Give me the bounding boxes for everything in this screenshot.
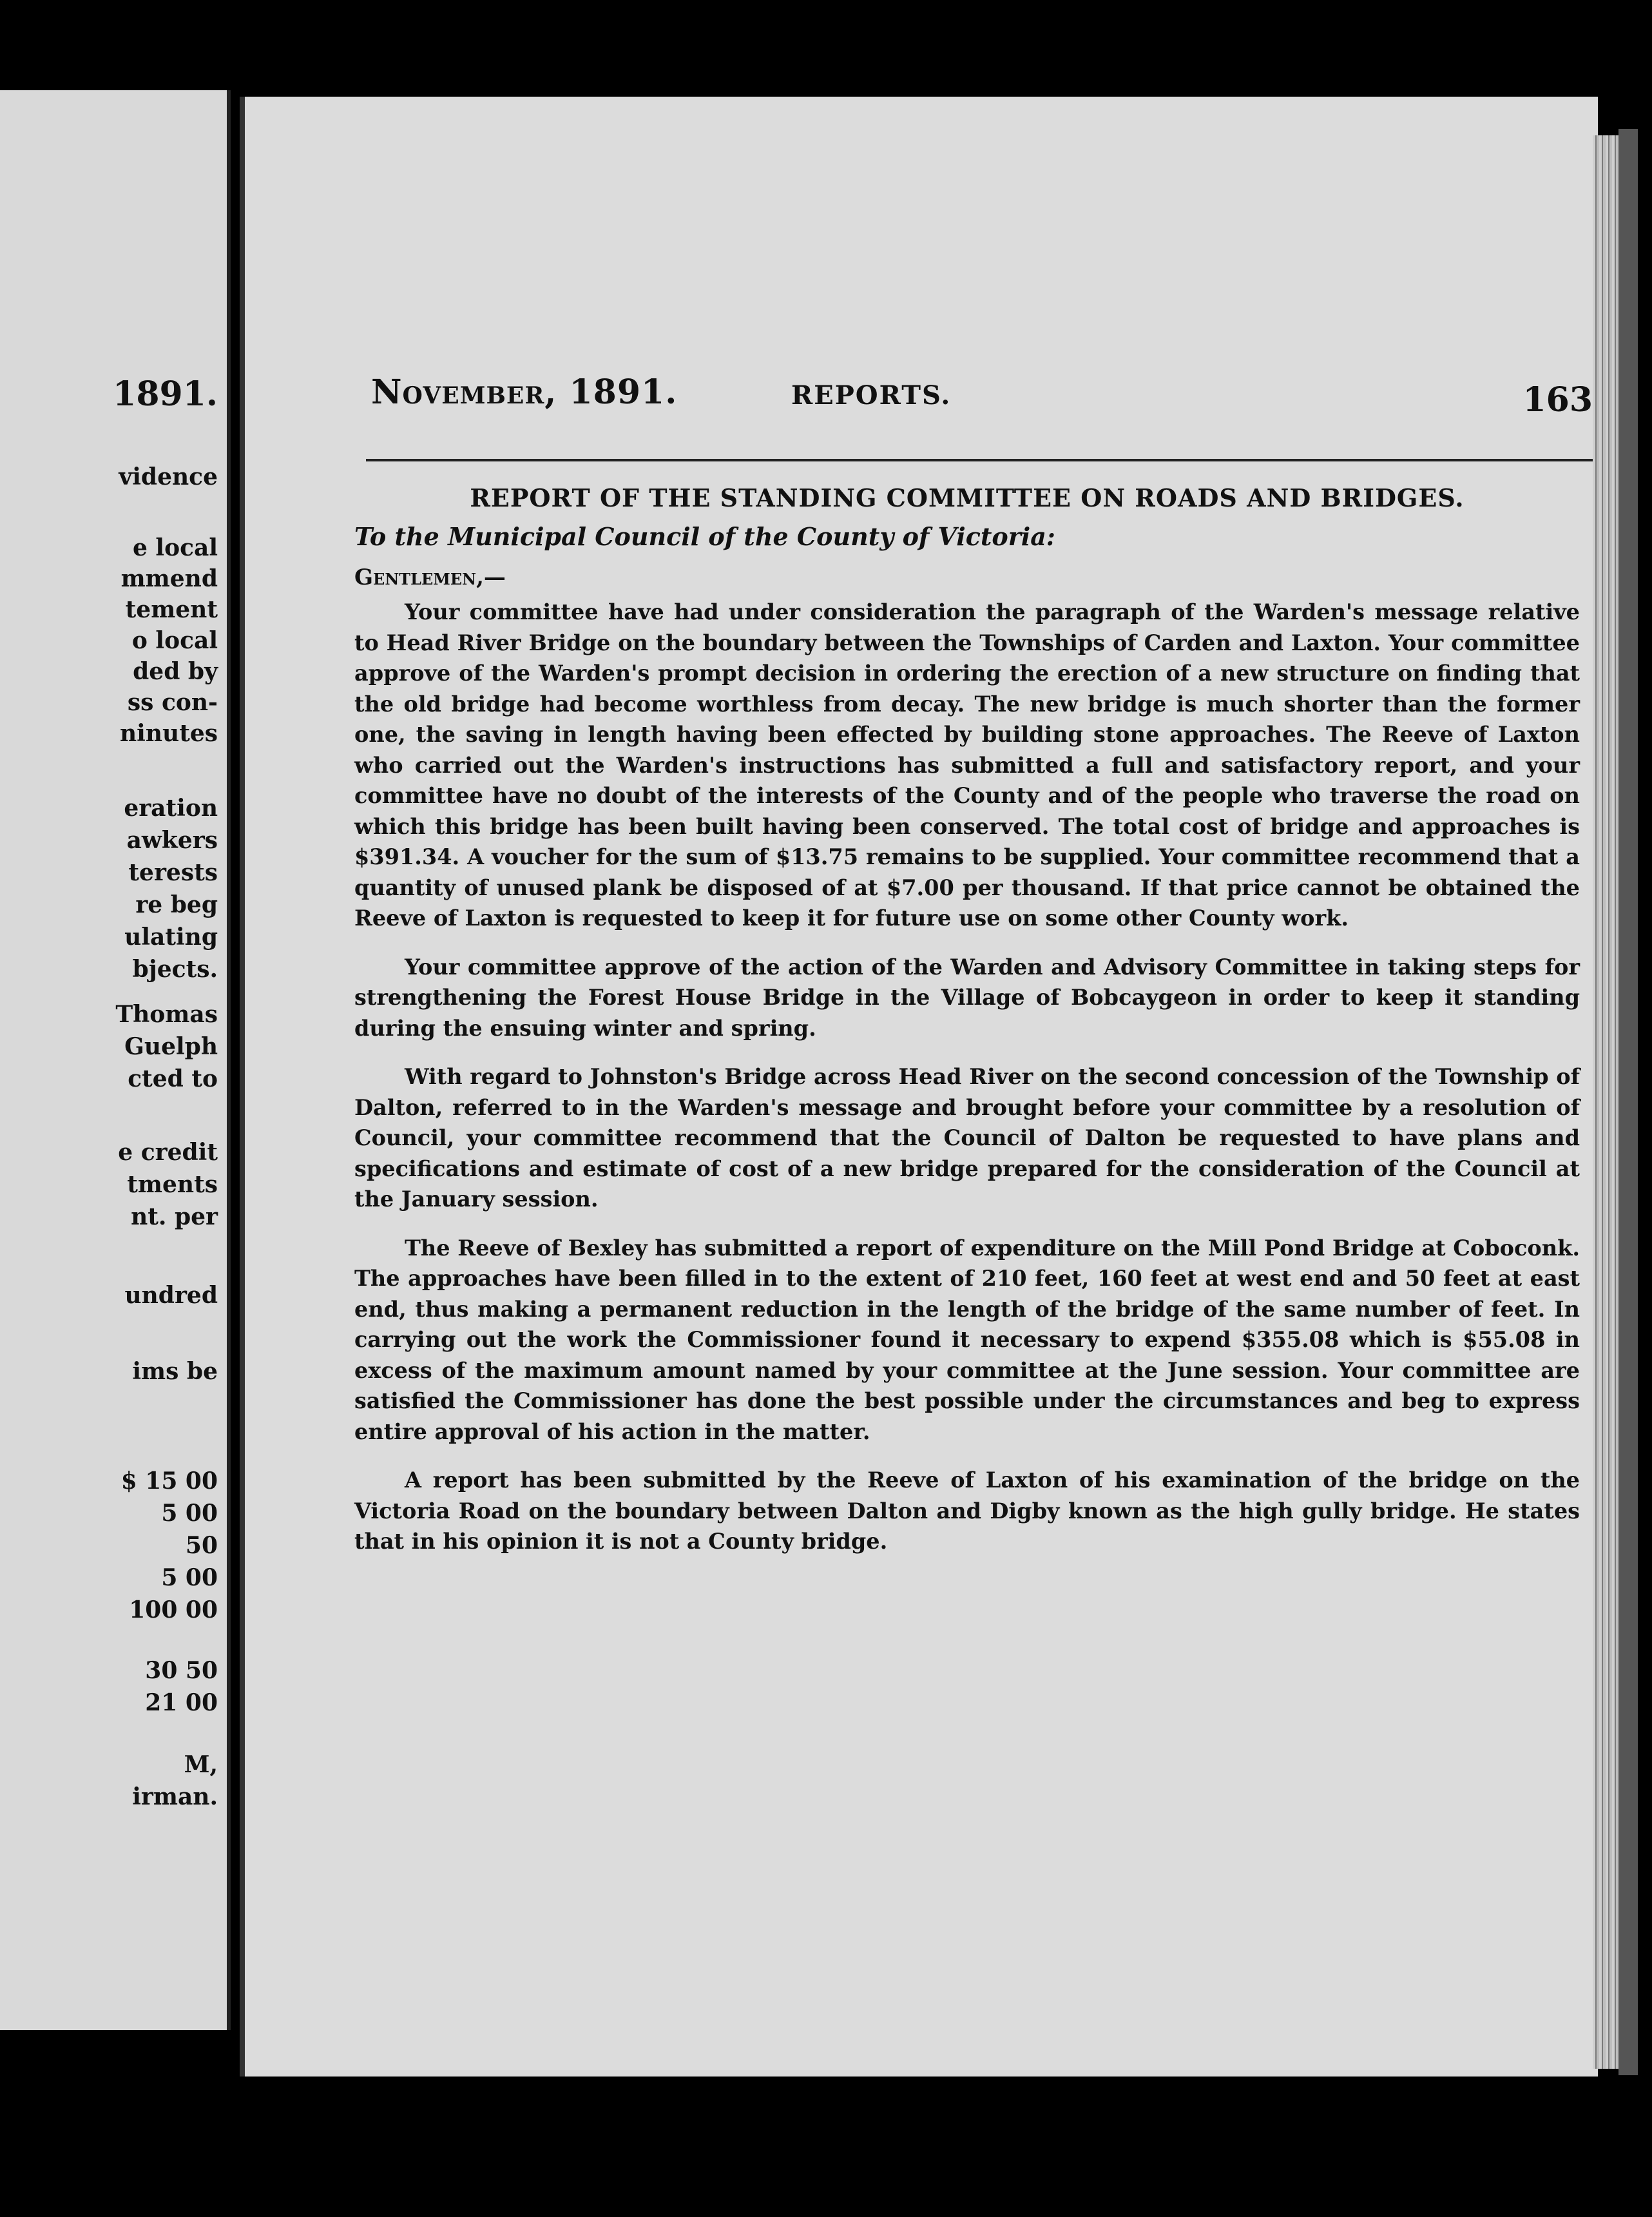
left-page-amount: 50 bbox=[185, 1532, 218, 1559]
running-header bbox=[371, 373, 1593, 424]
left-page-line: M, bbox=[184, 1751, 218, 1778]
report-paragraph: A report has been submitted by the Reeve of Laxton of his examination of the bridge on the Victoria Road on the boundary between Dalton and Digby known as the high gully bridge. He states that in his opinion it is not a County bridge. bbox=[354, 1467, 1580, 1554]
left-page-fragment bbox=[0, 90, 231, 2030]
left-page-line: tments bbox=[127, 1171, 218, 1198]
report-paragraph: Your committee approve of the action of the Warden and Advisory Committee in taking steps for strengthening the Forest House Bridge in the Village of Bobcaygeon in order to keep it standing during the ensuing winter and spring. bbox=[354, 954, 1580, 1041]
book-page bbox=[240, 97, 1598, 2077]
left-page-line: tement bbox=[125, 596, 218, 623]
left-page-line: ulating bbox=[124, 924, 218, 951]
header-date: November, 1891. bbox=[371, 373, 678, 412]
left-page-line: e credit bbox=[118, 1139, 218, 1166]
left-page-line: ims be bbox=[132, 1358, 218, 1385]
left-page-line: nt. per bbox=[131, 1203, 218, 1230]
left-page-line: bjects. bbox=[132, 956, 218, 983]
left-page-line: o local bbox=[131, 627, 218, 654]
left-page-line: vidence bbox=[119, 463, 218, 490]
header-rule bbox=[366, 459, 1597, 461]
left-page-amount: 100 00 bbox=[129, 1596, 218, 1623]
book-edge-shadow bbox=[1618, 129, 1638, 2075]
left-page-amount: 21 00 bbox=[145, 1689, 218, 1716]
left-page-line: terests bbox=[128, 859, 218, 886]
left-page-line: eration bbox=[124, 795, 218, 822]
report-salutation: Gentlemen,— bbox=[354, 565, 506, 590]
left-page-line: mmend bbox=[120, 565, 218, 592]
header-section-title: REPORTS. bbox=[791, 380, 952, 411]
report-addressee: To the Municipal Council of the County of Victoria: bbox=[354, 522, 1055, 551]
report-paragraph: With regard to Johnston's Bridge across Head River on the second concession of the Township of Dalton, referred to in the Warden's message and brought before your committee by a resolution of Council, your committee recommend that the Council of Dalton be requested to have plans and specifications and estimate of cost of a new bridge prepared for the consideration of the Council at the January session. bbox=[354, 1064, 1580, 1212]
left-page-line: ded by bbox=[133, 658, 218, 685]
left-page-line: ss con- bbox=[127, 689, 218, 716]
page-number: 163 bbox=[1522, 380, 1593, 420]
left-page-line: undred bbox=[124, 1282, 218, 1309]
report-paragraph: Your committee have had under consideration the paragraph of the Warden's message relative to Head River Bridge on the boundary between the Townships of Carden and Laxton. Your committee approve of the Warden's prompt decision in ordering the erection of a new structure on finding that the old bridge had become worthless from decay. The new bridge is much shorter than the former one, the saving in length having been effected by building stone approaches. The Reeve of Laxton who carried out the Warden's instructions has submitted a full and satisfactory report, and your committee have no doubt of the interests of the County and of the people who traverse the road on which this bridge has been built having been conserved. The total cost of bridge and approaches is $391.34. A voucher for the sum of $13.75 remains to be supplied. Your committee recommend that a quantity of unused plank be disposed of at $7.00 per thousand. If that price cannot be obtained the Reeve of Laxton is requested to keep it for future use on some other County work. bbox=[354, 599, 1580, 931]
left-page-line: Thomas bbox=[115, 1001, 218, 1028]
left-page-line: cted to bbox=[128, 1065, 218, 1092]
left-page-amount: 5 00 bbox=[161, 1564, 218, 1591]
left-page-line: ninutes bbox=[120, 720, 218, 747]
left-page-line: Guelph bbox=[124, 1033, 218, 1060]
left-page-amount: 5 00 bbox=[161, 1500, 218, 1527]
report-paragraph: The Reeve of Bexley has submitted a report of expenditure on the Mill Pond Bridge at Coboconk. The approaches have been filled in to the extent of 210 feet, 160 feet at west end and 50 feet at east end, thus making a permanent reduction in the length of the bridge of the same number of feet. In carrying out the work the Commissioner found it necessary to expend $355.08 which is $55.08 in excess of the maximum amount named by your committee at the June session. Your committee are satisfied the Commissioner has done the best possible under the circumstances and beg to express entire approval of his action in the matter. bbox=[354, 1235, 1580, 1444]
report-body bbox=[354, 481, 1580, 1557]
report-title: REPORT OF THE STANDING COMMITTEE ON ROADS AND BRIDGES. bbox=[470, 483, 1465, 512]
left-page-year: 1891. bbox=[113, 374, 218, 414]
left-page-line: irman. bbox=[132, 1783, 218, 1810]
left-page-line: re beg bbox=[135, 891, 218, 918]
page-edges bbox=[1593, 135, 1618, 2069]
left-page-amount: 30 50 bbox=[145, 1657, 218, 1684]
left-page-amount: $ 15 00 bbox=[120, 1467, 218, 1495]
left-page-line: e local bbox=[132, 534, 218, 561]
left-page-line: awkers bbox=[126, 827, 218, 854]
